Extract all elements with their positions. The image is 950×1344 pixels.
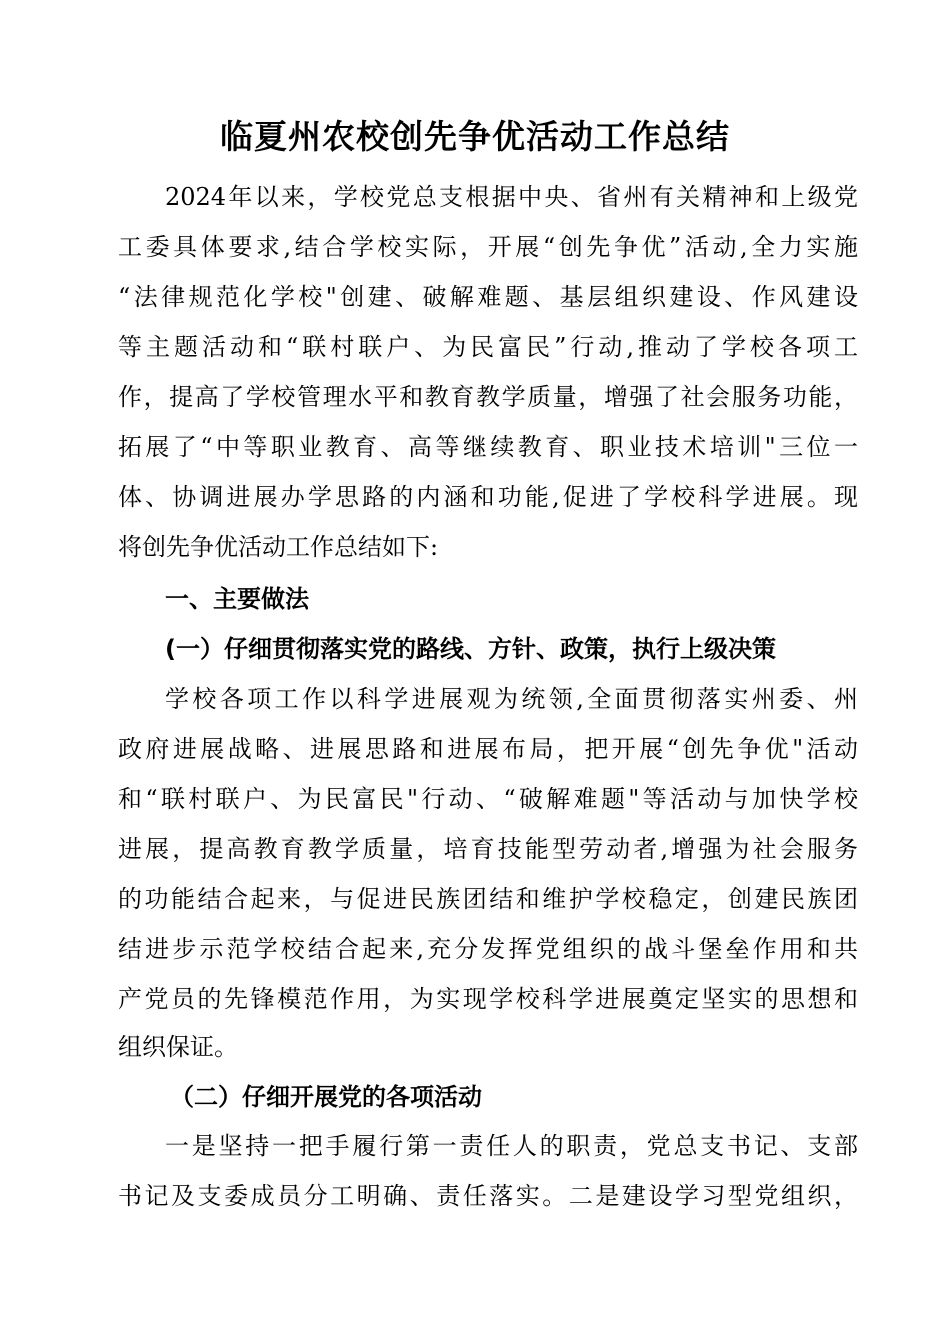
subsection-heading-2: （二）仔细开展党的各项活动 [170,1083,482,1111]
subsection2-line-1: 一是坚持一把手履行第一责任人的职责，党总支书记、支部 [165,1132,858,1160]
subsection1-line-5: 的功能结合起来，与促进民族团结和维护学校稳定，创建民族团 [118,885,858,913]
intro-line-1: 2024年以来，学校党总支根据中央、省州有关精神和上级党 [165,183,858,211]
section-heading-main-practices: 一、主要做法 [165,585,309,613]
subsection1-line-3: 和“联村联户、为民富民"行动、“破解难题"等活动与加快学校 [118,785,858,813]
intro-line-5: 作，提高了学校管理水平和教育教学质量，增强了社会服务功能， [118,383,858,411]
intro-line-6: 拓展了“中等职业教育、高等继续教育、职业技术培训"三位一 [118,433,858,461]
intro-line-7: 体、协调进展办学思路的内涵和功能,促进了学校科学进展。现 [118,483,858,511]
subsection-heading-1: (一）仔细贯彻落实党的路线、方针、政策，执行上级决策 [165,635,776,663]
subsection1-line-6: 结进步示范学校结合起来,充分发挥党组织的战斗堡垒作用和共 [118,935,858,963]
subsection1-line-1: 学校各项工作以科学进展观为统领,全面贯彻落实州委、州 [165,685,858,713]
subsection1-line-7: 产党员的先锋模范作用，为实现学校科学进展奠定坚实的思想和 [118,985,858,1013]
intro-line-3: “法律规范化学校"创建、破解难题、基层组织建设、作风建设 [118,283,858,311]
intro-line-2: 工委具体要求,结合学校实际，开展“创先争优”活动,全力实施 [118,233,858,261]
subsection2-line-2: 书记及支委成员分工明确、责任落实。二是建设学习型党组织， [118,1182,858,1210]
subsection1-line-8: 组织保证。 [118,1033,238,1061]
subsection1-line-4: 进展，提高教育教学质量，培育技能型劳动者,增强为社会服务 [118,835,858,863]
intro-line-8: 将创先争优活动工作总结如下: [118,533,439,561]
subsection1-line-2: 政府进展战略、进展思路和进展布局，把开展“创先争优"活动 [118,735,858,763]
intro-line-4: 等主题活动和“联村联户、为民富民”行动,推动了学校各项工 [118,333,858,361]
document-title: 临夏州农校创先争优活动工作总结 [220,117,730,156]
